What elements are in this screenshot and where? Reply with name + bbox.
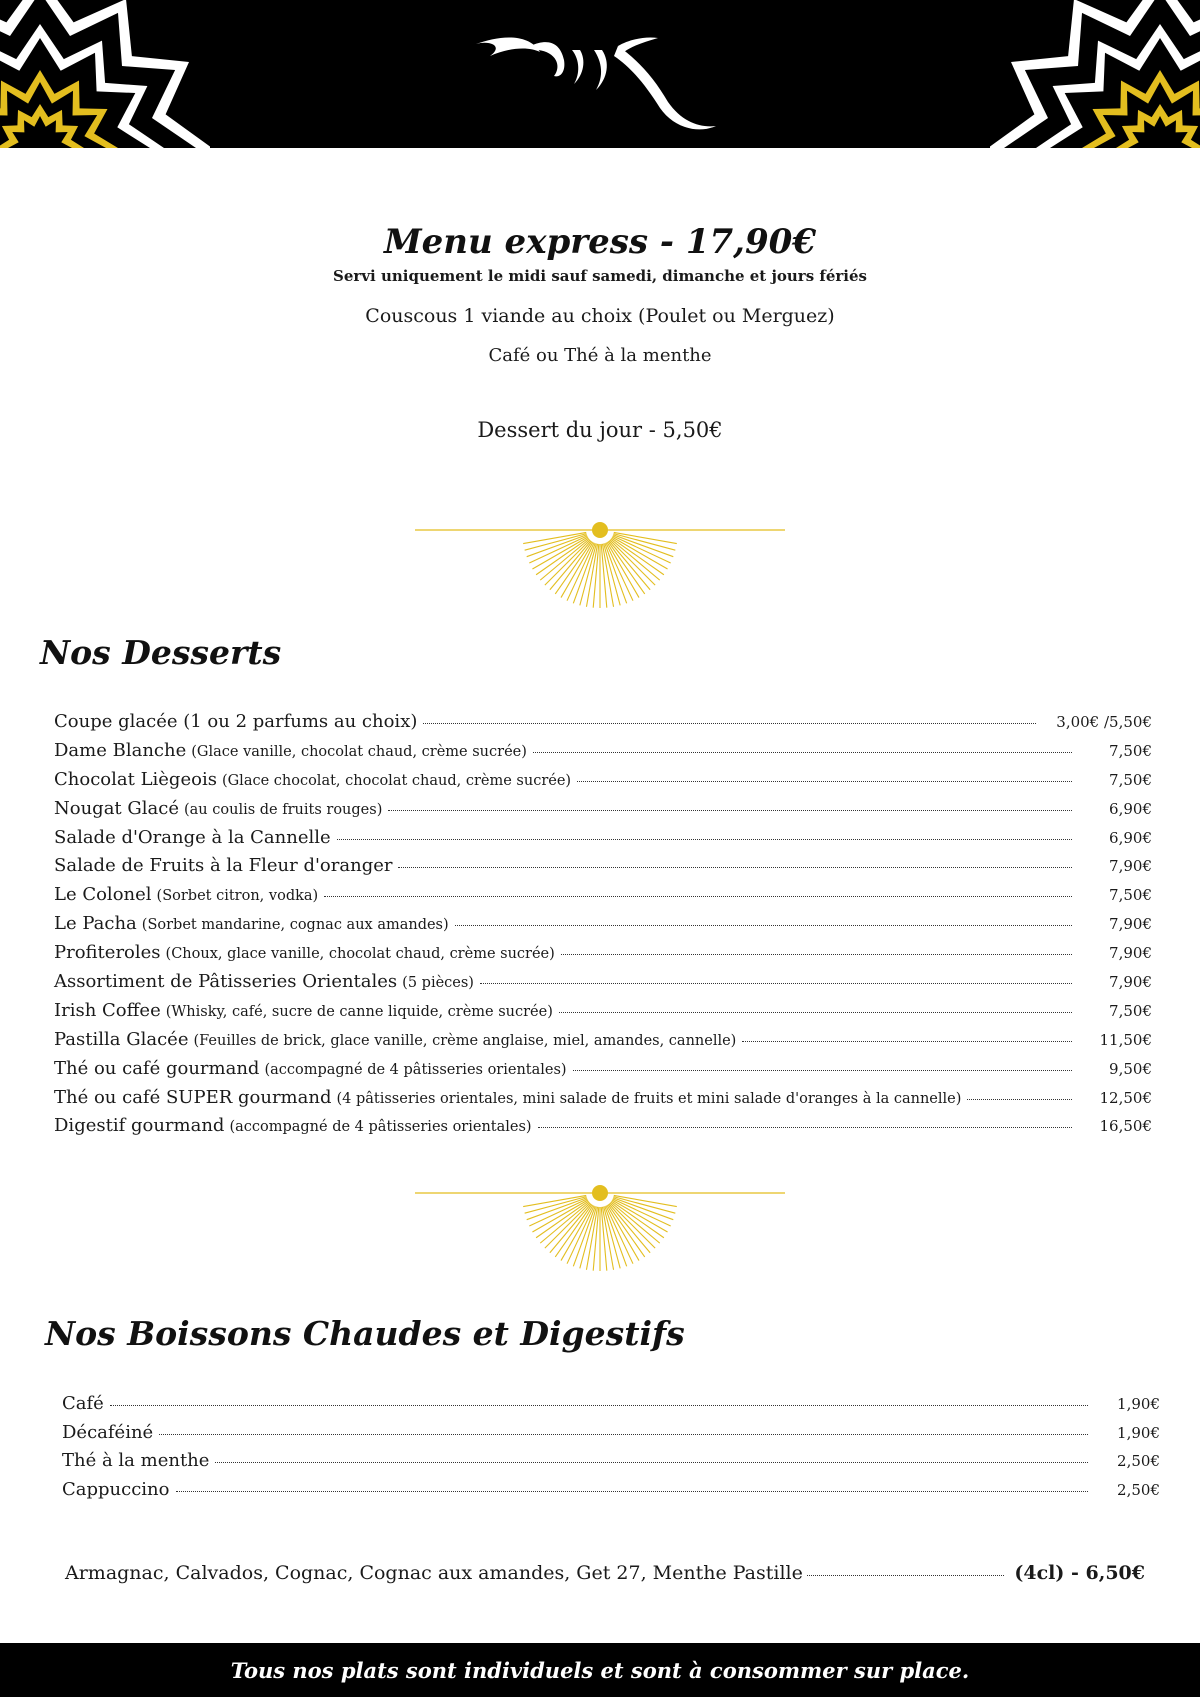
item-price: 2,50€ — [1117, 1480, 1160, 1499]
item-name: Chocolat Liègeois — [54, 768, 217, 790]
menu-express — [0, 224, 1200, 442]
item-name: Salade de Fruits à la Fleur d'oranger — [54, 855, 393, 877]
item-price: 16,50€ — [1099, 1117, 1152, 1136]
dessert-row — [54, 971, 1152, 1000]
dot-leader — [538, 1127, 1072, 1128]
item-price: 2,50€ — [1117, 1452, 1160, 1470]
drink-row — [62, 1450, 1160, 1479]
item-price: 1,90€ — [1117, 1423, 1160, 1442]
dessert-row — [54, 769, 1152, 798]
item-description: (Sorbet citron, vodka) — [156, 888, 319, 905]
express-subtitle: Servi uniquement le midi sauf samedi, dimanche et jours fériés — [333, 267, 867, 286]
item-description: (Feuilles de brick, glace vanille, crème anglaise, miel, amandes, cannelle) — [193, 1032, 737, 1049]
calligraphy-logo — [468, 16, 728, 136]
dot-leader — [423, 723, 1036, 724]
item-name: Coupe glacée (1 ou 2 parfums au choix) — [54, 711, 418, 732]
dessert-row — [54, 798, 1152, 827]
item-price: 12,50€ — [1099, 1088, 1152, 1107]
item-description: (Glace chocolat, chocolat chaud, crème sucrée) — [221, 772, 572, 789]
dot-leader — [480, 983, 1072, 984]
dot-leader — [967, 1099, 1072, 1100]
item-name: Cappuccino — [62, 1478, 170, 1500]
dot-leader — [561, 954, 1072, 955]
item-name: Le Colonel — [54, 884, 152, 906]
item-price: 6,90€ — [1109, 828, 1152, 847]
item-price: 7,90€ — [1109, 944, 1152, 963]
item-name: Digestif gourmand — [54, 1115, 225, 1137]
digestif-price: (4cl) - 6,50€ — [1014, 1562, 1145, 1584]
item-price: 7,50€ — [1109, 1001, 1152, 1020]
dot-leader — [573, 1070, 1072, 1071]
item-name: Décaféiné — [62, 1421, 154, 1443]
dot-leader — [388, 810, 1072, 811]
dessert-row — [54, 1058, 1152, 1087]
express-title: Menu express - 17,90€ — [384, 222, 816, 262]
dot-leader — [533, 752, 1072, 753]
item-description: (5 pièces) — [402, 975, 474, 992]
item-description: (au coulis de fruits rouges) — [184, 801, 383, 818]
dot-leader — [324, 896, 1072, 897]
item-name: Salade d'Orange à la Cannelle — [54, 826, 331, 848]
header-band — [0, 0, 1200, 148]
digestif-names: Armagnac, Calvados, Cognac, Cognac aux amandes, Get 27, Menthe Pastille — [65, 1562, 803, 1584]
item-name: Café — [62, 1393, 104, 1414]
item-price: 9,50€ — [1109, 1059, 1152, 1078]
item-name: Thé ou café gourmand — [54, 1057, 260, 1079]
item-name: Profiteroles — [54, 942, 161, 964]
item-price: 7,90€ — [1109, 857, 1152, 876]
dessert-row — [54, 1115, 1152, 1144]
item-price: 7,90€ — [1109, 973, 1152, 992]
dessert-list — [54, 711, 1152, 1144]
dessert-row — [54, 1000, 1152, 1029]
dot-leader — [807, 1575, 1005, 1576]
drink-row — [62, 1479, 1160, 1508]
drink-row — [62, 1422, 1160, 1451]
item-description: (4 pâtisseries orientales, mini salade de fruits et mini salade d'oranges à la cannelle) — [336, 1090, 962, 1107]
drinks-title: Nos Boissons Chaudes et Digestifs — [45, 1314, 685, 1353]
dessert-row — [54, 1029, 1152, 1058]
dessert-row — [54, 884, 1152, 913]
sunburst-divider-icon — [415, 1183, 785, 1273]
dessert-row — [54, 855, 1152, 884]
item-name: Irish Coffee — [54, 999, 161, 1021]
footer-text: Tous nos plats sont individuels et sont à consommer sur place. — [230, 1657, 970, 1683]
item-price: 7,50€ — [1109, 741, 1152, 760]
item-price: 7,50€ — [1109, 770, 1152, 789]
item-name: Pastilla Glacée — [54, 1028, 189, 1050]
dot-leader — [455, 925, 1072, 926]
express-main-dish: Couscous 1 viande au choix (Poulet ou Merguez) — [365, 305, 835, 328]
dot-leader — [215, 1462, 1088, 1463]
item-name: Thé ou café SUPER gourmand — [54, 1086, 332, 1108]
item-description: (accompagné de 4 pâtisseries orientales) — [264, 1061, 567, 1078]
dot-leader — [176, 1491, 1089, 1492]
digestif-row — [65, 1562, 1145, 1584]
item-name: Assortiment de Pâtisseries Orientales — [54, 971, 398, 993]
dot-leader — [159, 1434, 1088, 1435]
item-name: Thé à la menthe — [62, 1450, 210, 1471]
dot-leader — [337, 839, 1072, 840]
item-price: 1,90€ — [1117, 1395, 1160, 1413]
dot-leader — [742, 1041, 1072, 1042]
item-description: (Sorbet mandarine, cognac aux amandes) — [141, 917, 449, 934]
dot-leader — [559, 1012, 1072, 1013]
desserts-title: Nos Desserts — [40, 633, 282, 672]
dessert-row — [54, 740, 1152, 769]
item-description: (Choux, glace vanille, chocolat chaud, crème sucrée) — [165, 946, 555, 963]
dessert-row — [54, 942, 1152, 971]
item-price: 6,90€ — [1109, 799, 1152, 818]
dessert-row — [54, 1087, 1152, 1116]
footer-band — [0, 1643, 1200, 1697]
item-name: Le Pacha — [54, 913, 137, 935]
star-rosette-icon — [990, 0, 1200, 148]
drink-list — [62, 1393, 1160, 1507]
sunburst-divider-icon — [415, 520, 785, 610]
item-description: (accompagné de 4 pâtisseries orientales) — [229, 1119, 532, 1136]
dessert-row — [54, 711, 1152, 740]
express-dessert: Dessert du jour - 5,50€ — [477, 418, 723, 443]
item-price: 11,50€ — [1099, 1030, 1152, 1049]
dot-leader — [398, 867, 1072, 868]
dessert-row — [54, 913, 1152, 942]
item-description: (Glace vanille, chocolat chaud, crème sucrée) — [191, 743, 527, 760]
drink-row — [62, 1393, 1160, 1422]
item-description: (Whisky, café, sucre de canne liquide, crème sucrée) — [165, 1003, 553, 1020]
dot-leader — [110, 1405, 1088, 1406]
star-rosette-icon — [0, 0, 210, 148]
item-name: Dame Blanche — [54, 739, 187, 761]
express-drink: Café ou Thé à la menthe — [488, 345, 712, 367]
item-price: 3,00€ /5,50€ — [1056, 713, 1152, 731]
item-price: 7,50€ — [1109, 886, 1152, 905]
item-name: Nougat Glacé — [54, 797, 179, 819]
dot-leader — [577, 781, 1072, 782]
item-price: 7,90€ — [1109, 915, 1152, 934]
dessert-row — [54, 827, 1152, 856]
